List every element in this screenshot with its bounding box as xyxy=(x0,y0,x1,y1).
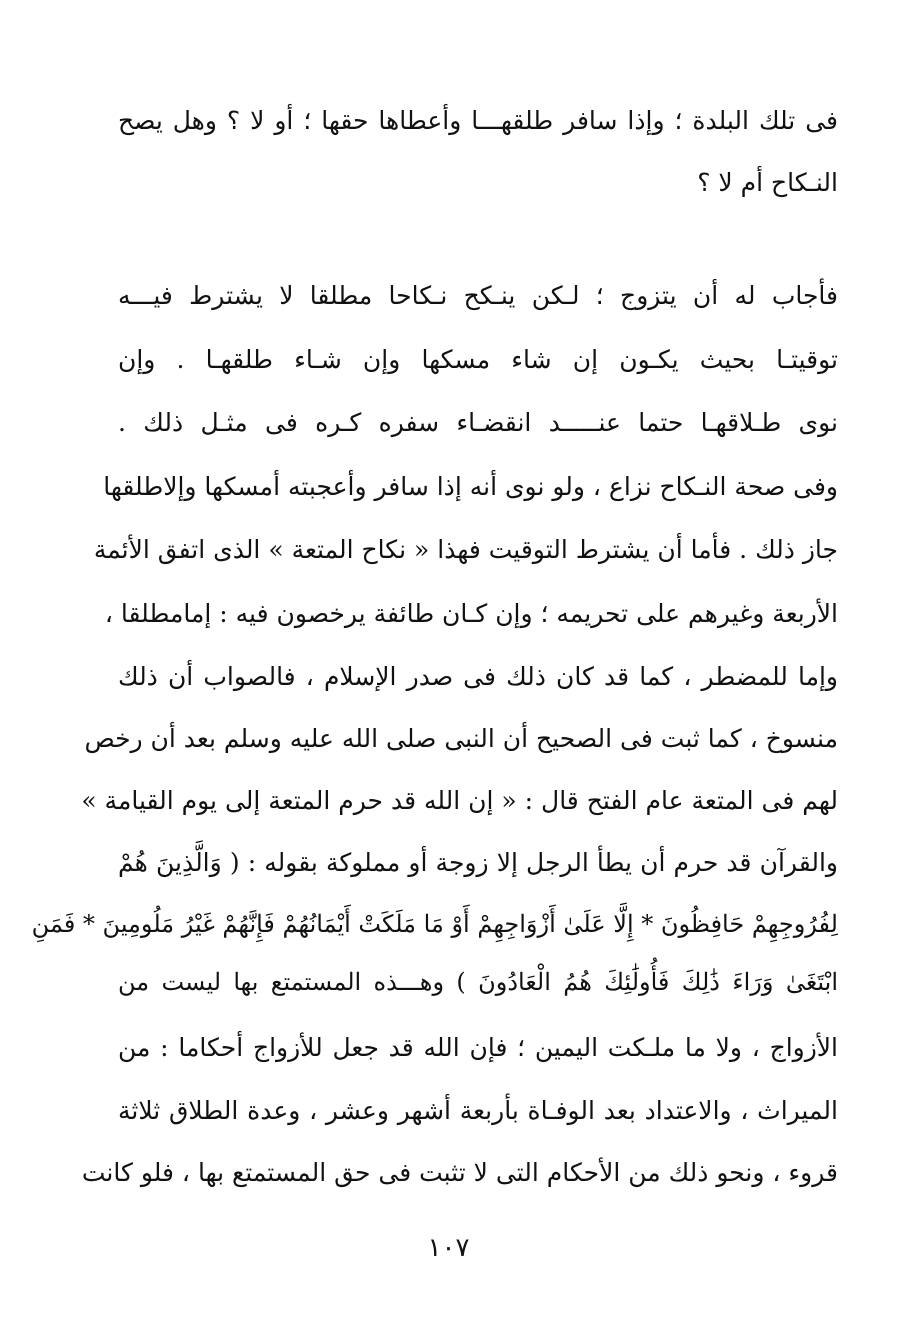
quran-verse-line: لِفُرُوجِهِمْ حَافِظُونَ * إِلَّا عَلَىٰ أَزْوَاجِهِمْ أَوْ مَا مَلَكَتْ أَيْمَانُهُمْ فَإِنَّهُمْ غَيْرُ مَلُومِينَ * فَمَنِ xyxy=(31,910,838,938)
page-number: ١٠٧ xyxy=(427,1233,470,1263)
text-line: فأجاب له أن يتزوج ؛ لـكن ينـكح نـكاحا مطلقا لا يشترط فيـــه xyxy=(118,281,838,310)
text-line: قروء ، ونحو ذلك من الأحكام التى لا تثبت فى حق المستمتع بها ، فلو كانت xyxy=(81,1158,838,1187)
text-line: نوى طـلاقهـا حتما عنـــــد انقضـاء سفره كـره فى مثـل ذلك . xyxy=(118,408,838,437)
text-line: لهم فى المتعة عام الفتح قال : « إن الله قد حرم المتعة إلى يوم القيامة » xyxy=(81,786,838,815)
text-line: فى تلك البلدة ؛ وإذا سافر طلقهـــا وأعطاها حقها ؛ أو لا ؟ وهل يصح xyxy=(118,106,838,135)
text-line: الأربعة وغيرهم على تحريمه ؛ وإن كـان طائفة يرخصون فيه : إمامطلقا ، xyxy=(104,599,838,628)
text-line: الأزواج ، ولا ما ملـكت اليمين ؛ فإن الله قد جعل للأزواج أحكاما : من xyxy=(118,1033,838,1062)
text-line: الميراث ، والاعتداد بعد الوفـاة بأربعة أشهر وعشر ، وعدة الطلاق ثلاثة xyxy=(118,1096,838,1125)
text-line: جاز ذلك . فأما أن يشترط التوقيت فهذا « نكاح المتعة » الذى اتفق الأئمة xyxy=(93,535,838,564)
quran-verse-line: ابْتَغَىٰ وَرَاءَ ذَٰلِكَ فَأُولَٰئِكَ هُمُ الْعَادُونَ ) وهـــذه المستمتع بها ليست من xyxy=(118,968,838,996)
text-line: وإما للمضطر ، كما قد كان ذلك فى صدر الإسلام ، فالصواب أن ذلك xyxy=(118,662,838,691)
text-line: والقرآن قد حرم أن يطأ الرجل إلا زوجة أو مملوكة بقوله : ( وَالَّذِينَ هُمْ xyxy=(118,848,838,877)
text-line: منسوخ ، كما ثبت فى الصحيح أن النبى صلى الله عليه وسلم بعد أن رخص xyxy=(84,724,838,753)
text-line: النـكاح أم لا ؟ xyxy=(697,168,838,197)
text-line: وفى صحة النـكاح نزاع ، ولو نوى أنه إذا سافر وأعجبته أمسكها وإلاطلقها xyxy=(103,472,838,501)
text-line: توقيتـا بحيث يكـون إن شاء مسكها وإن شـاء طلقهـا . وإن xyxy=(118,345,838,374)
